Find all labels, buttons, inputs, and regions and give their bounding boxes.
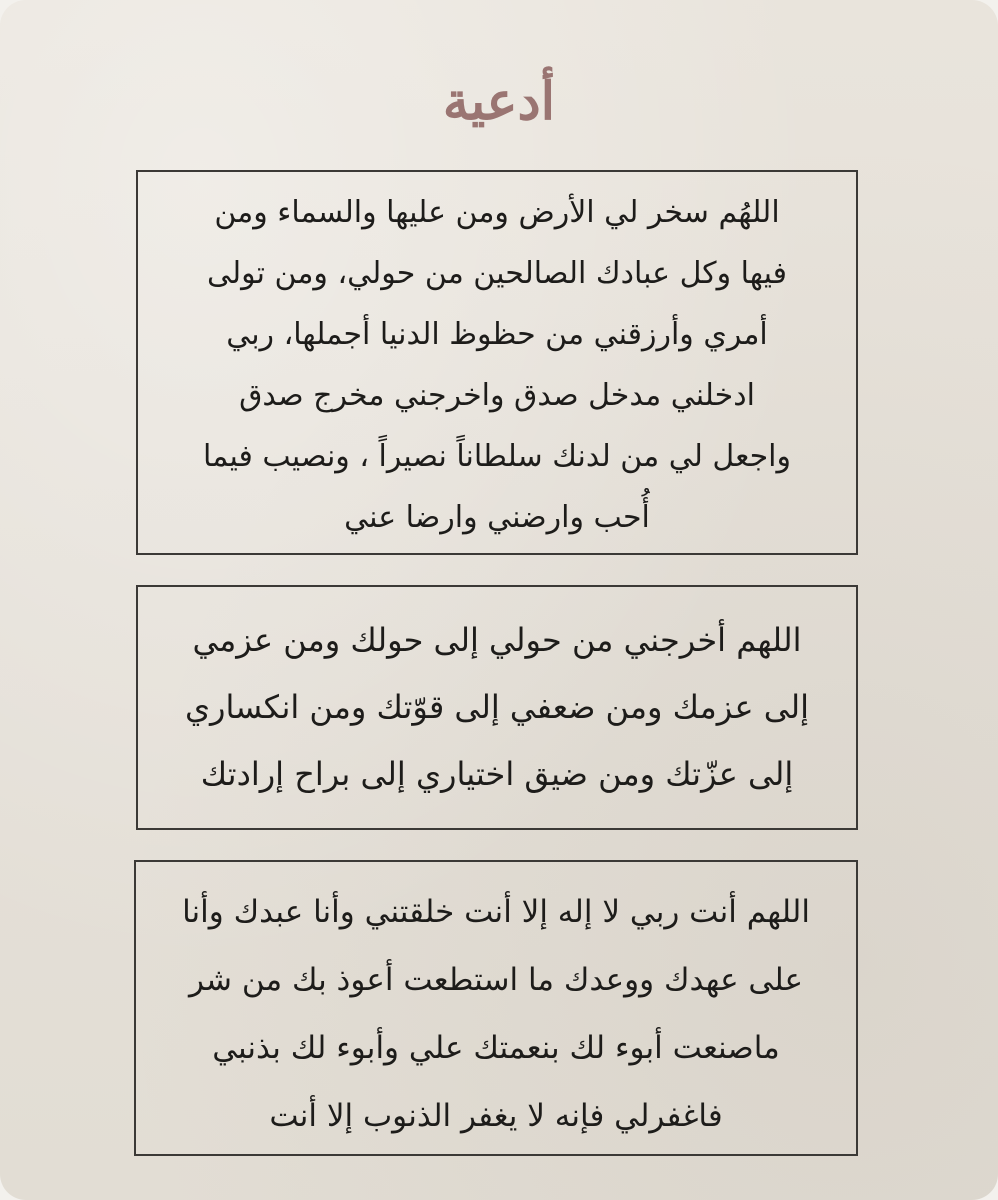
- dua-box-3: [134, 860, 858, 1156]
- dua-box-2: [136, 585, 858, 830]
- page-title: أدعية: [442, 71, 556, 132]
- dua-line: فاغفرلي فإنه لا يغفر الذنوب إلا أنت: [269, 1098, 723, 1134]
- dua-line: اللهُم سخر لي الأرض ومن عليها والسماء ومن: [214, 195, 780, 230]
- dua-line: واجعل لي من لدنك سلطاناً نصيراً ، ونصيب فيما: [203, 439, 791, 474]
- dua-line: اللهم أخرجني من حولي إلى حولك ومن عزمي: [192, 621, 802, 659]
- dua-line: ماصنعت أبوء لك بنعمتك علي وأبوء لك بذنبي: [212, 1030, 780, 1066]
- dua-line: إلى عزمك ومن ضعفي إلى قوّتك ومن انكساري: [184, 688, 810, 726]
- dua-line: أمري وأرزقني من حظوظ الدنيا أجملها، ربي: [226, 317, 768, 352]
- dua-line: ادخلني مدخل صدق واخرجني مخرج صدق: [239, 378, 755, 413]
- dua-line: فيها وكل عبادك الصالحين من حولي، ومن تولى: [207, 256, 787, 291]
- dua-box-1: [136, 170, 858, 555]
- dua-line: أُحب وارضني وارضا عني: [344, 500, 650, 535]
- dua-line: إلى عزّتك ومن ضيق اختياري إلى براح إرادتك: [200, 755, 794, 793]
- dua-line: اللهم أنت ربي لا إله إلا أنت خلقتني وأنا عبدك وأنا: [182, 894, 810, 930]
- dua-line: على عهدك ووعدك ما استطعت أعوذ بك من شر: [188, 962, 804, 998]
